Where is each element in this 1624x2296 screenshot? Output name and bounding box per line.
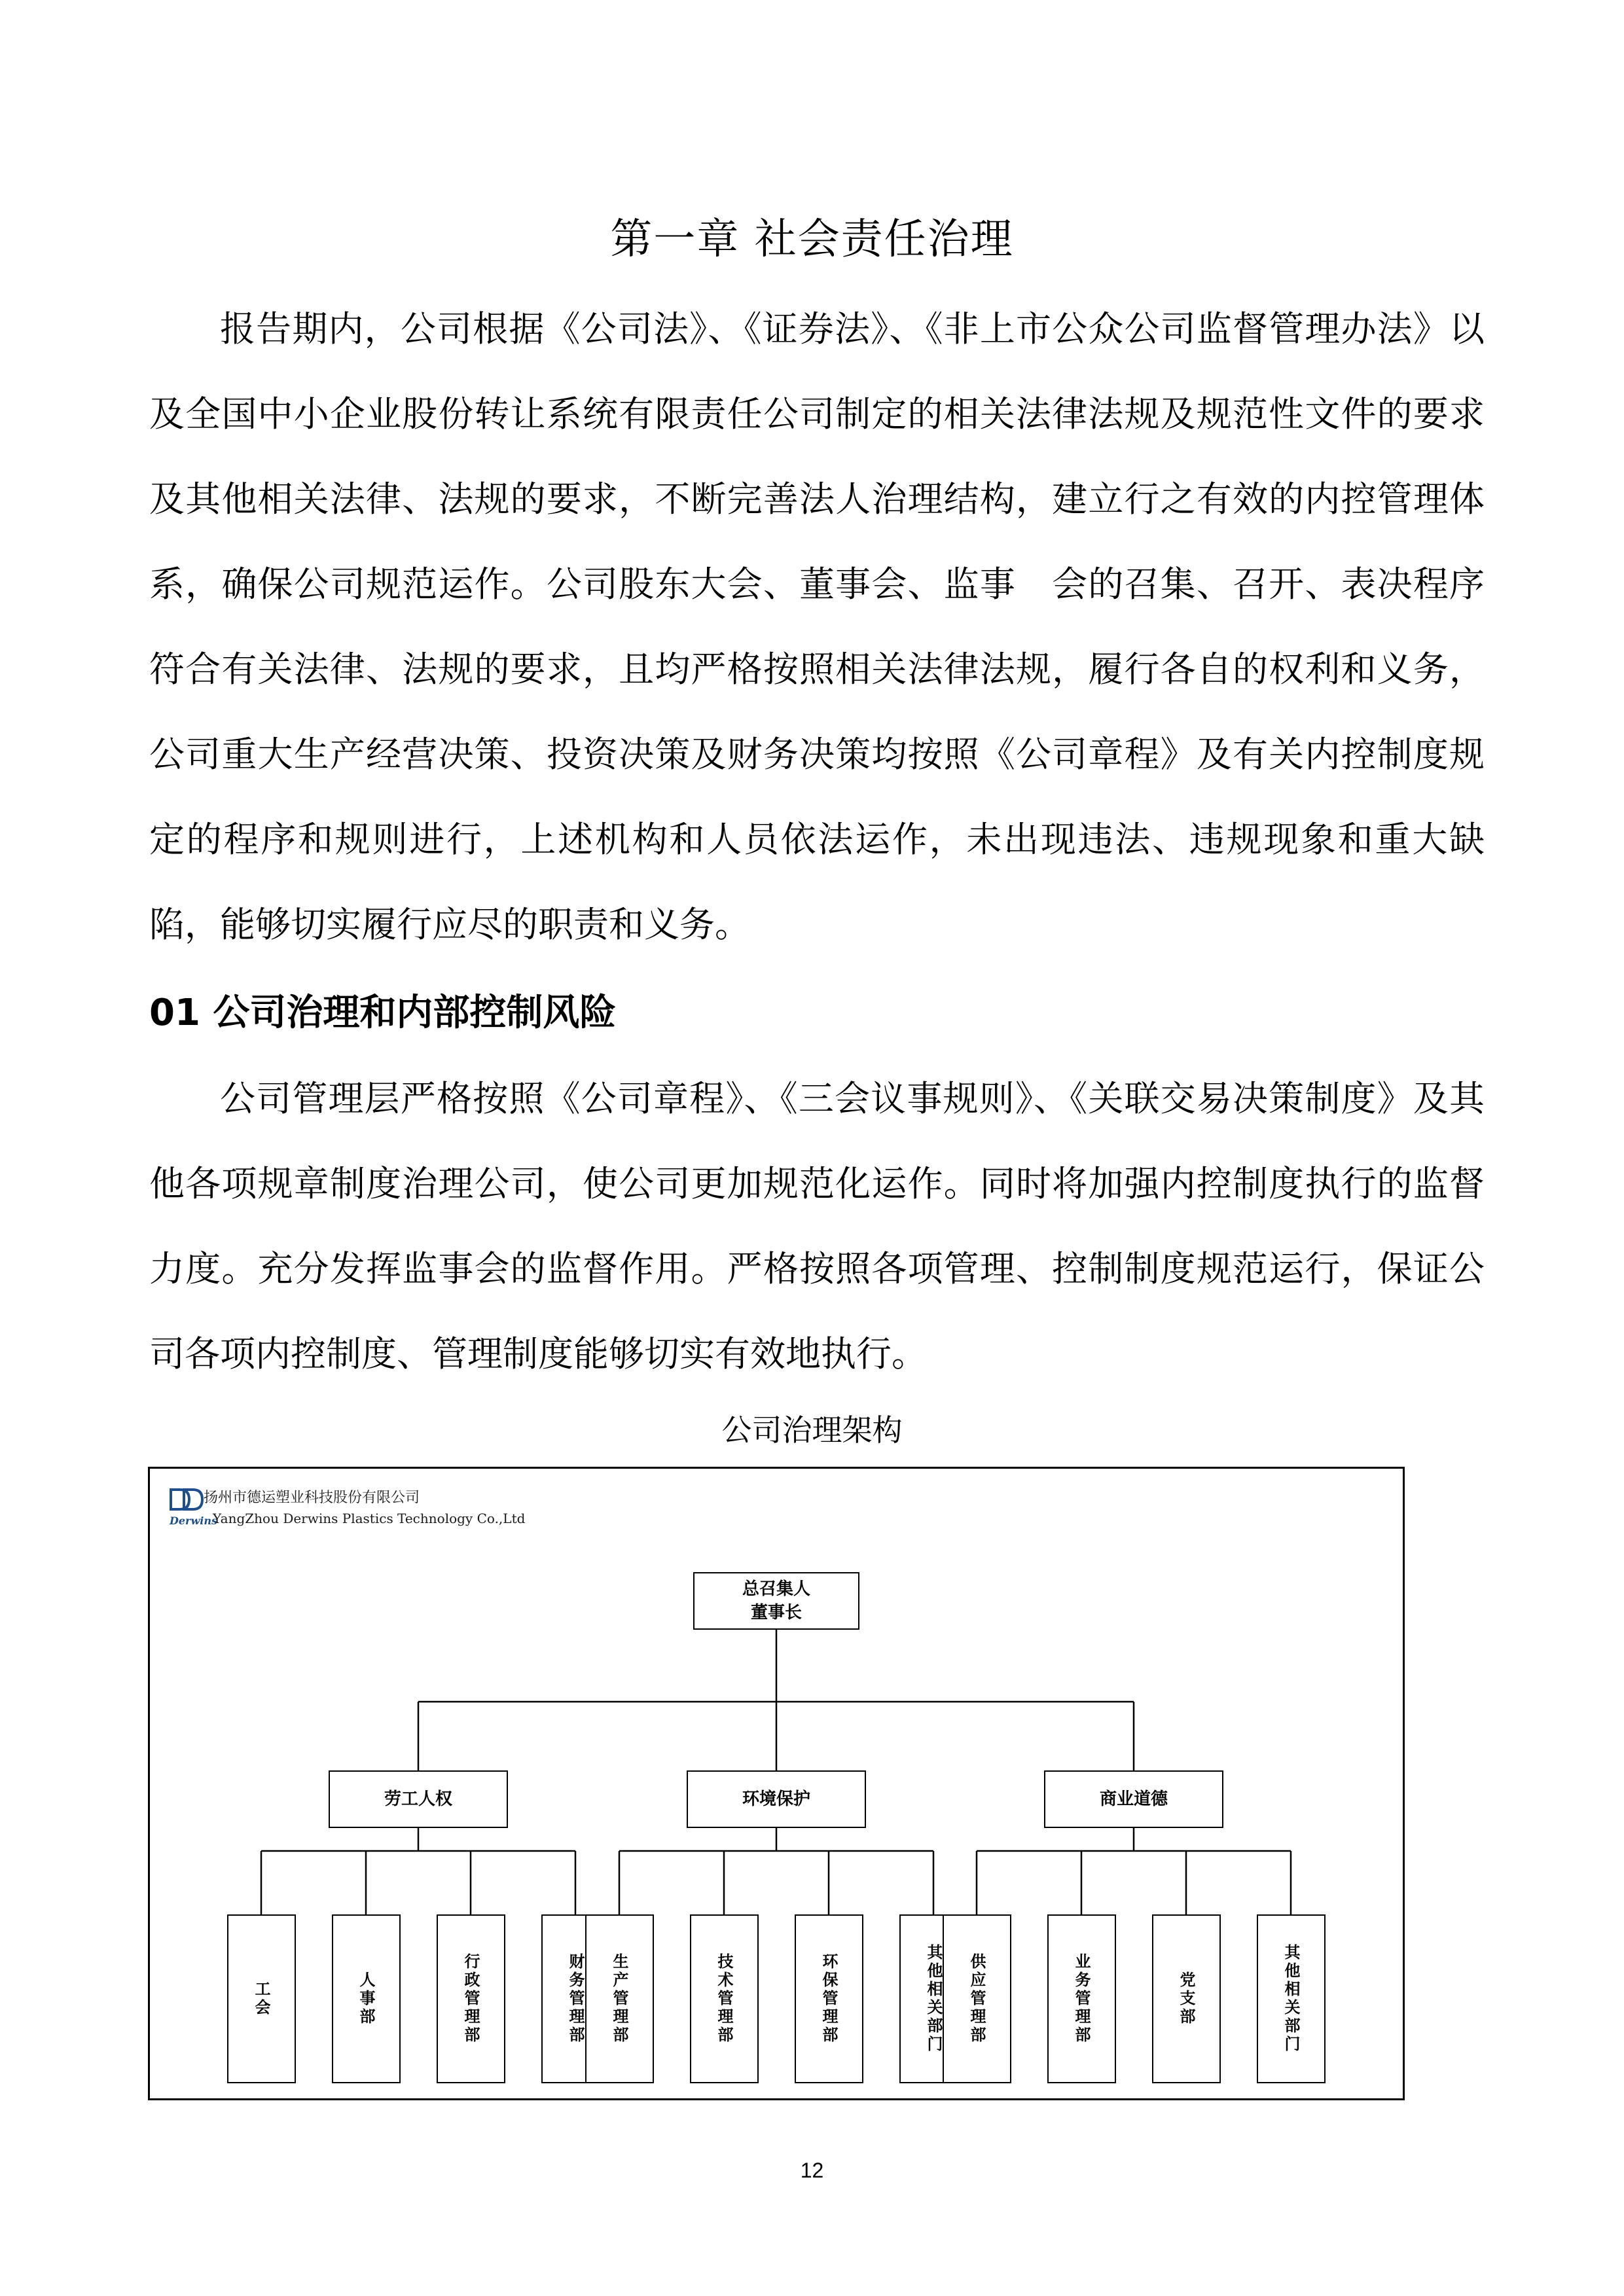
org-unit-box bbox=[332, 1914, 401, 2083]
company-name-en: YangZhou Derwins Plastics Technology Co.,Ltd bbox=[213, 1511, 526, 1526]
org-unit-label: 党支部 bbox=[1177, 1971, 1195, 2026]
org-group-label: 劳工人权 bbox=[384, 1789, 452, 1809]
org-unit-box bbox=[1152, 1914, 1221, 2083]
org-unit-box bbox=[943, 1914, 1011, 2083]
org-unit-box bbox=[585, 1914, 654, 2083]
intro-paragraph: 报告期内，公司根据《公司法》、《证券法》、《非上市公众公司监督管理办法》以及全国中小企业股份转让系统有限责任公司制定的相关法律法规及规范性文件的要求及其他相关法律、法规的要求，不断完善法人治理结构，建立行之有效的内控管理体系，确保公司规范运作。公司股东大会、董事会、监事 会的召集、召开、表决程序符合有关法律、法规的要求，且均严格按照相关法律法规，履行各自的权利和义务，公司重大生产经营决策、投资决策及财务决策均按照《公司章程》及有关内控制度规定的程序和规则进行，上述机构和人员依法运作，未出现违法、违规现象和重大缺陷，能够切实履行应尽的职责和义务。 bbox=[149, 308, 1485, 945]
org-unit-box bbox=[227, 1914, 296, 2083]
org-unit-label: 生产管理部 bbox=[610, 1953, 628, 2045]
org-unit-label: 行政管理部 bbox=[461, 1953, 480, 2045]
org-unit-box bbox=[437, 1914, 505, 2083]
org-top-line: 董事长 bbox=[750, 1603, 802, 1623]
company-logo-script: Derwins bbox=[170, 1515, 217, 1527]
company-name-cn: 扬州市德运塑业科技股份有限公司 bbox=[204, 1490, 420, 1506]
org-group-label: 商业道德 bbox=[1099, 1789, 1168, 1809]
org-unit-box bbox=[1257, 1914, 1326, 2083]
org-group-label: 环境保护 bbox=[742, 1789, 810, 1809]
org-top-box bbox=[693, 1572, 859, 1630]
risk-paragraph: 公司管理层严格按照《公司章程》、《三会议事规则》、《关联交易决策制度》及其他各项规章制度治理公司，使公司更加规范化运作。同时将加强内控制度执行的监督力度。充分发挥监事会的监督作用。严格按照各项管理、控制制度规范运行，保证公司各项内控制度、管理制度能够切实有效地执行。 bbox=[149, 1078, 1485, 1374]
org-unit-label: 其他相关部门 bbox=[924, 1944, 943, 2054]
org-unit-label: 业务管理部 bbox=[1072, 1953, 1091, 2045]
org-top-line: 总召集人 bbox=[742, 1579, 810, 1599]
org-chart bbox=[148, 1467, 1405, 2100]
page-number: 12 bbox=[800, 2159, 824, 2182]
org-unit-label: 环保管理部 bbox=[820, 1953, 838, 2045]
org-unit-label: 人事部 bbox=[357, 1971, 375, 2026]
figure-caption: 公司治理架构 bbox=[721, 1412, 903, 1448]
org-unit-box bbox=[690, 1914, 759, 2083]
section-heading: 01 公司治理和内部控制风险 bbox=[149, 992, 617, 1034]
chapter-title: 第一章 社会责任治理 bbox=[610, 215, 1014, 264]
org-unit-box bbox=[795, 1914, 863, 2083]
org-unit-label: 技术管理部 bbox=[715, 1953, 733, 2045]
org-group-box bbox=[329, 1770, 508, 1828]
org-unit-label: 财务管理部 bbox=[566, 1953, 585, 2045]
org-unit-label: 其他相关部门 bbox=[1282, 1944, 1300, 2054]
org-unit-box bbox=[1047, 1914, 1116, 2083]
org-unit-label: 工会 bbox=[252, 1981, 270, 2017]
org-unit-label: 供应管理部 bbox=[967, 1953, 986, 2045]
org-group-box bbox=[1044, 1770, 1223, 1828]
org-group-box bbox=[687, 1770, 866, 1828]
